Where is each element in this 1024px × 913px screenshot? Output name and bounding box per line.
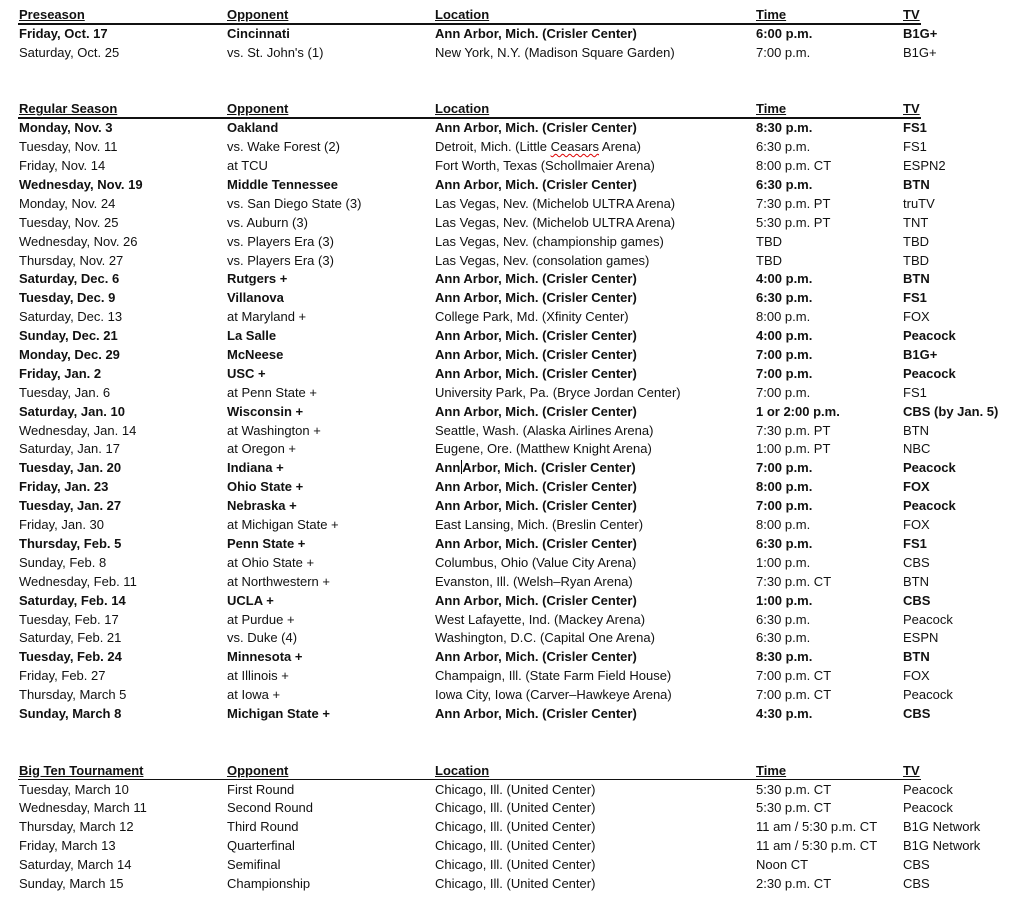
- game-opponent: vs. Auburn (3): [227, 214, 308, 230]
- game-opponent: La Salle: [227, 328, 277, 344]
- game-time: TBD: [756, 233, 782, 249]
- game-time: 1:00 p.m. PT: [756, 441, 831, 457]
- game-opponent: Penn State +: [227, 535, 306, 551]
- game-opponent: vs. San Diego State (3): [227, 195, 362, 211]
- game-tv: FOX: [903, 517, 930, 533]
- game-row: [0, 252, 1024, 271]
- game-time: 5:30 p.m. CT: [756, 800, 832, 816]
- game-time: 11 am / 5:30 p.m. CT: [756, 819, 878, 835]
- game-location: Iowa City, Iowa (Carver–Hawkeye Arena): [435, 687, 672, 703]
- game-row: [0, 497, 1024, 516]
- game-tv: BTN: [903, 177, 930, 193]
- game-location: Ann Arbor, Mich. (Crisler Center): [435, 460, 636, 476]
- regular-season-rows: [0, 119, 1024, 742]
- game-time: 7:00 p.m. CT: [756, 687, 832, 703]
- game-time: 6:30 p.m.: [756, 177, 813, 193]
- game-opponent: Villanova: [227, 290, 284, 306]
- game-date: Sunday, March 15: [19, 875, 124, 891]
- game-opponent: USC +: [227, 365, 266, 381]
- game-row: [0, 233, 1024, 252]
- game-location: Las Vegas, Nev. (Michelob ULTRA Arena): [435, 214, 676, 230]
- game-date: Friday, Feb. 27: [19, 668, 106, 684]
- game-time: 7:00 p.m.: [756, 384, 811, 400]
- game-date: Tuesday, Jan. 20: [19, 460, 122, 476]
- game-tv: Peacock: [903, 498, 956, 514]
- header-opponent: Opponent: [227, 7, 289, 22]
- game-date: Saturday, Dec. 13: [19, 309, 123, 325]
- game-location: Fort Worth, Texas (Schollmaier Arena): [435, 158, 655, 174]
- game-tv: FOX: [903, 309, 930, 325]
- game-time: 1:00 p.m.: [756, 592, 813, 608]
- game-row: [0, 440, 1024, 459]
- game-location: Ann Arbor, Mich. (Crisler Center): [435, 649, 637, 665]
- game-time: 7:30 p.m. PT: [756, 195, 831, 211]
- game-row: [0, 138, 1024, 157]
- game-tv: FS1: [903, 384, 927, 400]
- game-date: Tuesday, Nov. 11: [19, 139, 118, 155]
- game-location: Ann Arbor, Mich. (Crisler Center): [435, 365, 637, 381]
- section-spacer: [0, 724, 1024, 743]
- game-opponent: at Iowa +: [227, 687, 281, 703]
- game-location: Ann Arbor, Mich. (Crisler Center): [435, 592, 637, 608]
- game-row: [0, 44, 1024, 63]
- game-row: [0, 611, 1024, 630]
- game-date: Wednesday, Nov. 26: [19, 233, 138, 249]
- game-time: 7:00 p.m.: [756, 498, 813, 514]
- game-tv: Peacock: [903, 687, 953, 703]
- game-opponent: Minnesota +: [227, 649, 303, 665]
- game-tv: FS1: [903, 290, 927, 306]
- game-tv: B1G+: [903, 44, 937, 60]
- header-tv: TV: [903, 7, 920, 22]
- game-time: 8:30 p.m.: [756, 120, 813, 136]
- header-date: Big Ten Tournament: [19, 762, 144, 778]
- game-opponent: UCLA +: [227, 592, 274, 608]
- game-row: [0, 837, 1024, 856]
- game-date: Wednesday, Jan. 14: [19, 422, 137, 438]
- game-date: Thursday, March 5: [19, 687, 127, 703]
- game-tv: BTN: [903, 649, 930, 665]
- game-location: West Lafayette, Ind. (Mackey Arena): [435, 611, 646, 627]
- game-opponent: at Penn State +: [227, 384, 317, 400]
- game-opponent: vs. Duke (4): [227, 630, 298, 646]
- game-opponent: Rutgers +: [227, 271, 288, 287]
- game-date: Monday, Dec. 29: [19, 347, 120, 363]
- game-opponent: Cincinnati: [227, 25, 290, 41]
- game-opponent: at Northwestern +: [227, 573, 330, 589]
- game-tv: CBS: [903, 705, 931, 721]
- game-opponent: Oakland: [227, 120, 279, 136]
- game-location: Detroit, Mich. (Little Ceasars Arena): [435, 139, 641, 155]
- game-row: [0, 270, 1024, 289]
- game-date: Friday, Jan. 2: [19, 365, 102, 381]
- game-time: 7:00 p.m.: [756, 460, 813, 476]
- game-date: Saturday, Jan. 17: [19, 441, 120, 457]
- header-time: Time: [756, 762, 787, 778]
- game-row: [0, 686, 1024, 705]
- game-date: Saturday, Feb. 14: [19, 592, 126, 608]
- game-tv: Peacock: [903, 365, 956, 381]
- game-date: Tuesday, Jan. 6: [19, 384, 111, 400]
- game-row: [0, 459, 1024, 478]
- header-tv: TV: [903, 762, 920, 778]
- game-time: TBD: [756, 252, 782, 268]
- game-row: [0, 856, 1024, 875]
- game-row: [0, 25, 1024, 44]
- header-location: Location: [435, 7, 490, 22]
- game-tv: Peacock: [903, 328, 956, 344]
- game-opponent: Semifinal: [227, 857, 281, 873]
- game-time: Noon CT: [756, 857, 809, 873]
- game-opponent: at Maryland +: [227, 309, 307, 325]
- game-row: [0, 781, 1024, 800]
- game-row: [0, 554, 1024, 573]
- game-date: Tuesday, Nov. 25: [19, 214, 119, 230]
- game-date: Friday, Jan. 23: [19, 479, 109, 495]
- game-date: Tuesday, March 10: [19, 781, 129, 797]
- game-location: Ann Arbor, Mich. (Crisler Center): [435, 120, 637, 136]
- game-row: [0, 157, 1024, 176]
- section-header-row: [0, 100, 1024, 119]
- game-time: 7:00 p.m. CT: [756, 668, 832, 684]
- game-tv: B1G+: [903, 347, 938, 363]
- game-opponent: Wisconsin +: [227, 403, 304, 419]
- game-date: Saturday, Oct. 25: [19, 44, 120, 60]
- game-date: Tuesday, Feb. 24: [19, 649, 122, 665]
- game-location: Ann Arbor, Mich. (Crisler Center): [435, 328, 637, 344]
- regular-season-section: [0, 100, 1024, 742]
- game-time: 7:00 p.m.: [756, 44, 811, 60]
- game-time: 2:30 p.m. CT: [756, 875, 832, 891]
- game-date: Saturday, Feb. 21: [19, 630, 122, 646]
- game-date: Wednesday, March 11: [19, 800, 147, 816]
- game-opponent: at Purdue +: [227, 611, 295, 627]
- game-row: [0, 818, 1024, 837]
- game-opponent: Michigan State +: [227, 705, 330, 721]
- game-time: 4:00 p.m.: [756, 271, 813, 287]
- game-time: 4:00 p.m.: [756, 328, 813, 344]
- game-row: [0, 327, 1024, 346]
- game-tv: truTV: [903, 195, 935, 211]
- game-location: Ann Arbor, Mich. (Crisler Center): [435, 271, 637, 287]
- game-opponent: Third Round: [227, 819, 299, 835]
- section-spacer: [0, 63, 1024, 82]
- game-row: [0, 875, 1024, 894]
- game-time: 6:30 p.m.: [756, 535, 813, 551]
- game-tv: CBS: [903, 592, 931, 608]
- game-date: Saturday, Jan. 10: [19, 403, 125, 419]
- game-date: Tuesday, Jan. 27: [19, 498, 122, 514]
- game-row: [0, 365, 1024, 384]
- game-time: 7:30 p.m. PT: [756, 422, 831, 438]
- game-row: [0, 346, 1024, 365]
- game-location: Chicago, Ill. (United Center): [435, 857, 596, 873]
- game-location: East Lansing, Mich. (Breslin Center): [435, 517, 644, 533]
- game-opponent: at Illinois +: [227, 668, 289, 684]
- game-location: Chicago, Ill. (United Center): [435, 875, 596, 891]
- tournament-rows: [0, 781, 1024, 913]
- game-location: Champaign, Ill. (State Farm Field House): [435, 668, 672, 684]
- game-time: 7:30 p.m. CT: [756, 573, 832, 589]
- section-header-row: [0, 6, 1024, 25]
- section-spacer: [0, 894, 1024, 913]
- game-row: [0, 195, 1024, 214]
- game-location: Chicago, Ill. (United Center): [435, 800, 596, 816]
- game-date: Saturday, Dec. 6: [19, 271, 120, 287]
- game-location: Chicago, Ill. (United Center): [435, 838, 596, 854]
- game-row: [0, 214, 1024, 233]
- game-location: Chicago, Ill. (United Center): [435, 819, 596, 835]
- game-time: 8:00 p.m.: [756, 517, 811, 533]
- game-opponent: vs. Wake Forest (2): [227, 139, 340, 155]
- game-location: Ann Arbor, Mich. (Crisler Center): [435, 25, 637, 41]
- game-row: [0, 478, 1024, 497]
- game-time: 7:00 p.m.: [756, 365, 813, 381]
- game-time: 8:00 p.m. CT: [756, 158, 832, 174]
- game-tv: B1G Network: [903, 838, 981, 854]
- game-date: Friday, Nov. 14: [19, 158, 106, 174]
- game-location: Las Vegas, Nev. (Michelob ULTRA Arena): [435, 195, 676, 211]
- game-opponent: Indiana +: [227, 460, 284, 476]
- section-header-row: [0, 762, 1024, 781]
- game-tv: TBD: [903, 233, 929, 249]
- game-tv: NBC: [903, 441, 931, 457]
- game-opponent: vs. Players Era (3): [227, 233, 334, 249]
- header-location: Location: [435, 101, 490, 117]
- game-time: 6:30 p.m.: [756, 630, 811, 646]
- game-location: Ann Arbor, Mich. (Crisler Center): [435, 705, 637, 721]
- game-time: 8:00 p.m.: [756, 479, 813, 495]
- header-location: Location: [435, 762, 490, 778]
- game-time: 8:30 p.m.: [756, 649, 813, 665]
- game-row: [0, 629, 1024, 648]
- game-opponent: Nebraska +: [227, 498, 297, 514]
- game-tv: Peacock: [903, 611, 953, 627]
- game-tv: CBS (by Jan. 5): [903, 403, 999, 419]
- game-location: Chicago, Ill. (United Center): [435, 781, 596, 797]
- game-opponent: Quarterfinal: [227, 838, 295, 854]
- game-opponent: at Washington +: [227, 422, 321, 438]
- header-opponent: Opponent: [227, 101, 289, 117]
- game-location: University Park, Pa. (Bryce Jordan Center): [435, 384, 681, 400]
- game-time: 4:30 p.m.: [756, 705, 813, 721]
- game-location: Ann Arbor, Mich. (Crisler Center): [435, 347, 637, 363]
- game-time: 6:30 p.m.: [756, 611, 811, 627]
- game-date: Friday, Oct. 17: [19, 25, 108, 41]
- game-date: Sunday, March 8: [19, 705, 122, 721]
- game-time: 8:00 p.m.: [756, 309, 811, 325]
- header-opponent: Opponent: [227, 762, 289, 778]
- game-date: Monday, Nov. 3: [19, 120, 113, 136]
- game-row: [0, 667, 1024, 686]
- game-location: Las Vegas, Nev. (championship games): [435, 233, 664, 249]
- game-opponent: Championship: [227, 875, 311, 891]
- game-row: [0, 705, 1024, 724]
- game-tv: B1G Network: [903, 819, 981, 835]
- game-location: Ann Arbor, Mich. (Crisler Center): [435, 403, 637, 419]
- game-tv: CBS: [903, 857, 930, 873]
- game-opponent: Ohio State +: [227, 479, 304, 495]
- game-date: Thursday, Nov. 27: [19, 252, 124, 268]
- game-location: Evanston, Ill. (Welsh–Ryan Arena): [435, 573, 633, 589]
- game-tv: BTN: [903, 573, 929, 589]
- game-date: Sunday, Dec. 21: [19, 328, 118, 344]
- game-location: Seattle, Wash. (Alaska Airlines Arena): [435, 422, 654, 438]
- header-time: Time: [756, 101, 787, 117]
- game-opponent: at Oregon +: [227, 441, 297, 457]
- game-date: Wednesday, Feb. 11: [19, 573, 137, 589]
- game-date: Friday, March 13: [19, 838, 116, 854]
- game-tv: FS1: [903, 535, 927, 551]
- game-location: Las Vegas, Nev. (consolation games): [435, 252, 650, 268]
- game-tv: B1G+: [903, 25, 938, 41]
- game-location: Columbus, Ohio (Value City Arena): [435, 554, 637, 570]
- game-row: [0, 573, 1024, 592]
- spellcheck-flagged-word: Ceasars: [550, 139, 600, 155]
- game-tv: CBS: [903, 875, 930, 891]
- game-tv: Peacock: [903, 781, 953, 797]
- game-opponent: Middle Tennessee: [227, 177, 339, 193]
- header-time: Time: [756, 7, 787, 22]
- preseason-section: [0, 6, 1024, 82]
- game-row: [0, 384, 1024, 403]
- game-tv: TBD: [903, 252, 929, 268]
- game-tv: FS1: [903, 139, 927, 155]
- game-row: [0, 516, 1024, 535]
- game-date: Friday, Jan. 30: [19, 517, 105, 533]
- game-time: 1:00 p.m.: [756, 554, 811, 570]
- game-time: 5:30 p.m. CT: [756, 781, 832, 797]
- tournament-section: [0, 762, 1024, 913]
- game-tv: Peacock: [903, 460, 956, 476]
- game-row: [0, 422, 1024, 441]
- game-time: 7:00 p.m.: [756, 347, 813, 363]
- header-date: Regular Season: [19, 101, 118, 117]
- game-location: Washington, D.C. (Capital One Arena): [435, 630, 655, 646]
- game-date: Monday, Nov. 24: [19, 195, 116, 211]
- game-location: New York, N.Y. (Madison Square Garden): [435, 44, 675, 60]
- header-tv: TV: [903, 101, 920, 117]
- game-tv: Peacock: [903, 800, 953, 816]
- game-row: [0, 289, 1024, 308]
- game-row: [0, 799, 1024, 818]
- game-time: 6:30 p.m.: [756, 139, 811, 155]
- game-date: Thursday, Feb. 5: [19, 535, 122, 551]
- game-opponent: McNeese: [227, 347, 284, 363]
- game-row: [0, 403, 1024, 422]
- game-tv: FS1: [903, 120, 927, 136]
- game-row: [0, 648, 1024, 667]
- game-opponent: vs. Players Era (3): [227, 252, 334, 268]
- header-date: Preseason: [19, 7, 85, 22]
- game-location: Ann Arbor, Mich. (Crisler Center): [435, 498, 637, 514]
- game-tv: ESPN: [903, 630, 939, 646]
- game-time: 6:00 p.m.: [756, 25, 813, 41]
- game-tv: ESPN2: [903, 158, 946, 174]
- game-row: [0, 119, 1024, 138]
- game-opponent: Second Round: [227, 800, 314, 816]
- game-opponent: at Ohio State +: [227, 554, 315, 570]
- game-time: 5:30 p.m. PT: [756, 214, 831, 230]
- game-tv: FOX: [903, 479, 930, 495]
- game-tv: FOX: [903, 668, 930, 684]
- game-tv: BTN: [903, 271, 930, 287]
- game-date: Sunday, Feb. 8: [19, 554, 107, 570]
- game-location: College Park, Md. (Xfinity Center): [435, 309, 629, 325]
- game-tv: BTN: [903, 422, 929, 438]
- game-tv: TNT: [903, 214, 929, 230]
- game-location: Ann Arbor, Mich. (Crisler Center): [435, 479, 637, 495]
- game-tv: CBS: [903, 554, 930, 570]
- game-row: [0, 592, 1024, 611]
- game-time: 1 or 2:00 p.m.: [756, 403, 840, 419]
- game-row: [0, 308, 1024, 327]
- game-opponent: First Round: [227, 781, 295, 797]
- game-date: Thursday, March 12: [19, 819, 134, 835]
- game-row: [0, 176, 1024, 195]
- game-date: Tuesday, Feb. 17: [19, 611, 119, 627]
- game-location: Ann Arbor, Mich. (Crisler Center): [435, 177, 637, 193]
- game-location: Ann Arbor, Mich. (Crisler Center): [435, 290, 637, 306]
- game-opponent: at Michigan State +: [227, 517, 339, 533]
- game-row: [0, 535, 1024, 554]
- game-opponent: vs. St. John's (1): [227, 44, 324, 60]
- preseason-rows: [0, 25, 1024, 82]
- game-location: Eugene, Ore. (Matthew Knight Arena): [435, 441, 652, 457]
- game-date: Saturday, March 14: [19, 857, 132, 873]
- game-time: 11 am / 5:30 p.m. CT: [756, 838, 878, 854]
- game-date: Wednesday, Nov. 19: [19, 177, 143, 193]
- game-time: 6:30 p.m.: [756, 290, 813, 306]
- game-date: Tuesday, Dec. 9: [19, 290, 116, 306]
- game-location: Ann Arbor, Mich. (Crisler Center): [435, 535, 637, 551]
- game-opponent: at TCU: [227, 158, 268, 174]
